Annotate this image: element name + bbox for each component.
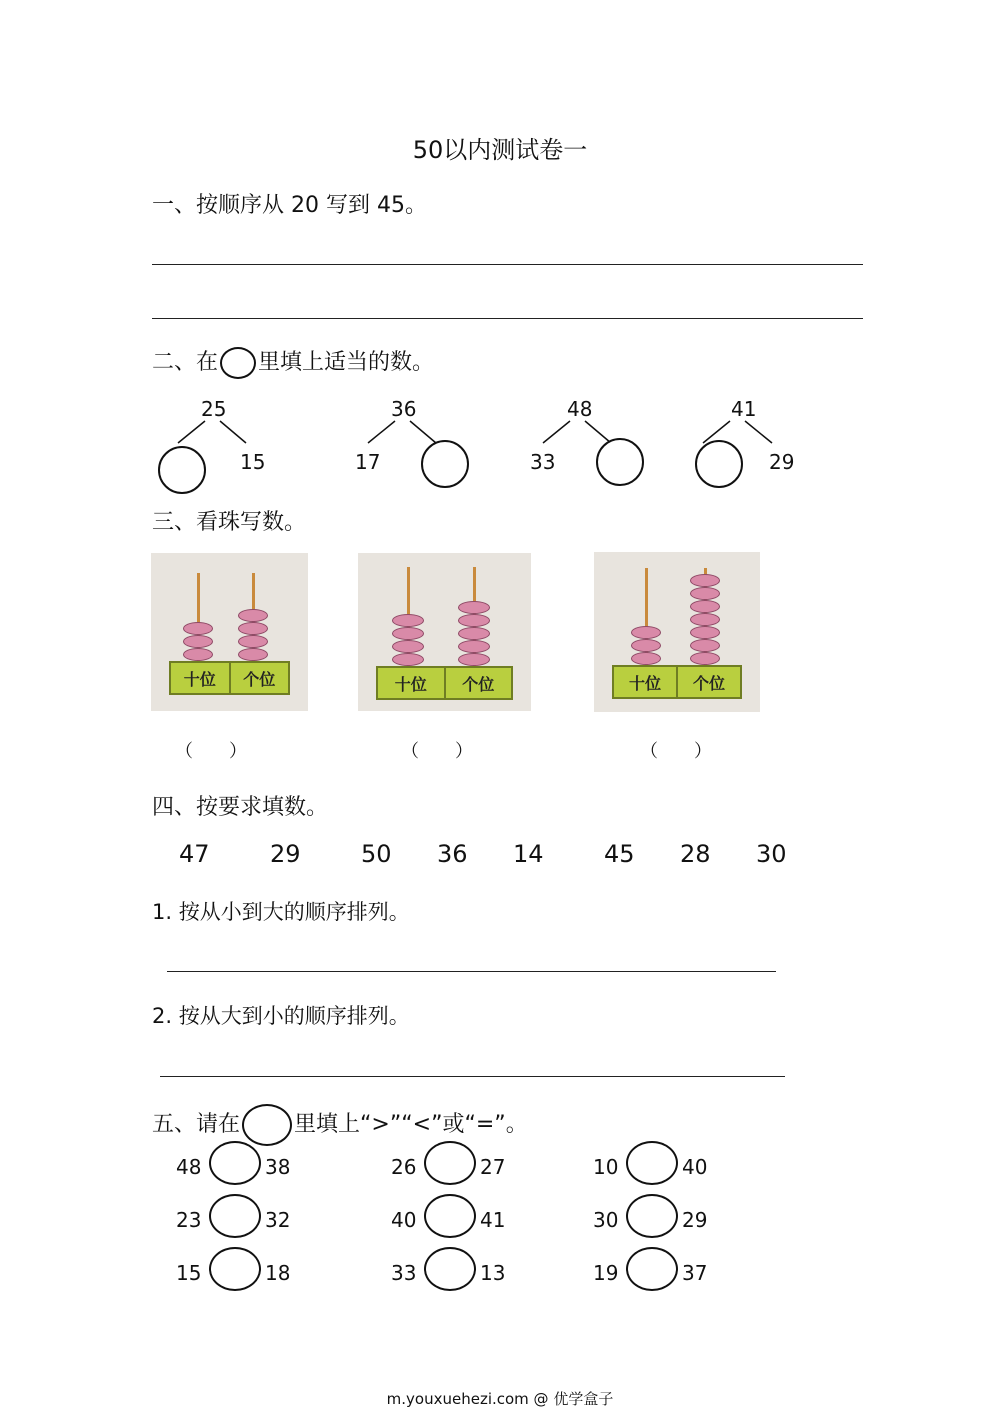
number-item: 45 xyxy=(604,840,635,868)
abacus-picture xyxy=(151,553,308,711)
compare-left-number: 19 xyxy=(593,1261,619,1285)
abacus-bead xyxy=(458,653,490,666)
abacus-bead xyxy=(238,648,268,661)
place-value-plate xyxy=(169,661,290,695)
abacus-bead xyxy=(392,640,424,653)
number-item: 30 xyxy=(756,840,787,868)
abacus-bead xyxy=(690,652,720,665)
section2-heading-post: 里填上适当的数。 xyxy=(258,350,435,375)
compare-answer-circle[interactable] xyxy=(209,1247,261,1291)
compare-left-number: 10 xyxy=(593,1155,619,1179)
abacus-bead xyxy=(238,622,268,635)
abacus-bead xyxy=(458,627,490,640)
compare-left-number: 30 xyxy=(593,1208,619,1232)
bond-answer-circle[interactable] xyxy=(158,446,206,494)
bond-total: 48 xyxy=(567,397,593,421)
compare-answer-circle[interactable] xyxy=(626,1141,678,1185)
compare-answer-circle[interactable] xyxy=(424,1194,476,1238)
abacus-bead xyxy=(690,574,720,587)
footer-source: m.youxuehezi.com @ 优学盒子 xyxy=(386,1390,614,1408)
section5-heading xyxy=(152,1104,528,1146)
section5-heading-pre: 五、请在 xyxy=(152,1112,241,1137)
number-item: 50 xyxy=(361,840,392,868)
compare-right-number: 29 xyxy=(682,1208,708,1232)
bond-total: 41 xyxy=(731,397,757,421)
bond-total: 25 xyxy=(201,397,227,421)
number-item: 36 xyxy=(437,840,468,868)
bond-given: 15 xyxy=(240,450,266,474)
abacus-bead xyxy=(392,627,424,640)
abacus-bead xyxy=(631,626,661,639)
compare-right-number: 27 xyxy=(480,1155,506,1179)
bond-given: 33 xyxy=(530,450,556,474)
circle-icon xyxy=(220,347,256,379)
compare-left-number: 23 xyxy=(176,1208,202,1232)
answer-line-ascending[interactable] xyxy=(167,971,776,972)
question-1: 1. 按从小到大的顺序排列。 xyxy=(152,900,410,924)
circle-icon xyxy=(242,1104,292,1146)
answer-line-2[interactable] xyxy=(152,318,863,319)
question-2: 2. 按从大到小的顺序排列。 xyxy=(152,1004,410,1028)
section4-heading: 四、按要求填数。 xyxy=(152,795,329,820)
compare-right-number: 32 xyxy=(265,1208,291,1232)
bond-answer-circle[interactable] xyxy=(421,440,469,488)
abacus-bead xyxy=(690,600,720,613)
compare-left-number: 40 xyxy=(391,1208,417,1232)
abacus-bead xyxy=(690,639,720,652)
abacus-bead xyxy=(690,613,720,626)
abacus-bead xyxy=(183,635,213,648)
bond-answer-circle[interactable] xyxy=(695,440,743,488)
abacus-bead xyxy=(238,609,268,622)
tens-label: 十位 xyxy=(171,663,231,693)
compare-answer-circle[interactable] xyxy=(424,1141,476,1185)
ones-label: 个位 xyxy=(462,674,495,694)
number-item: 47 xyxy=(179,840,210,868)
bond-given: 17 xyxy=(355,450,381,474)
compare-right-number: 38 xyxy=(265,1155,291,1179)
page-title: 50以内测试卷一 xyxy=(412,136,588,164)
compare-right-number: 13 xyxy=(480,1261,506,1285)
compare-right-number: 40 xyxy=(682,1155,708,1179)
compare-right-number: 41 xyxy=(480,1208,506,1232)
section3-heading: 三、看珠写数。 xyxy=(152,510,307,535)
compare-left-number: 33 xyxy=(391,1261,417,1285)
compare-answer-circle[interactable] xyxy=(424,1247,476,1291)
section5-heading-post: 里填上“>”“<”或“=”。 xyxy=(294,1112,528,1137)
tens-label: 十位 xyxy=(378,668,446,698)
abacus-bead xyxy=(458,601,490,614)
place-value-plate xyxy=(612,665,742,699)
number-item: 28 xyxy=(680,840,711,868)
answer-line-1[interactable] xyxy=(152,264,863,265)
abacus-bead xyxy=(690,626,720,639)
abacus-bead xyxy=(392,653,424,666)
abacus-bead xyxy=(690,587,720,600)
abacus-picture xyxy=(594,552,760,712)
compare-answer-circle[interactable] xyxy=(209,1194,261,1238)
bond-answer-circle[interactable] xyxy=(596,438,644,486)
compare-left-number: 15 xyxy=(176,1261,202,1285)
abacus-bead xyxy=(631,639,661,652)
compare-right-number: 37 xyxy=(682,1261,708,1285)
compare-right-number: 18 xyxy=(265,1261,291,1285)
number-bond-lines xyxy=(0,395,1000,505)
compare-answer-circle[interactable] xyxy=(209,1141,261,1185)
ones-label: 个位 xyxy=(692,673,725,693)
compare-left-number: 26 xyxy=(391,1155,417,1179)
bond-total: 36 xyxy=(391,397,417,421)
abacus-bead xyxy=(458,614,490,627)
abacus-bead xyxy=(392,614,424,627)
abacus-bead xyxy=(458,640,490,653)
tens-label: 十位 xyxy=(614,667,678,697)
abacus-bead xyxy=(238,635,268,648)
abacus-bead xyxy=(183,648,213,661)
place-value-plate xyxy=(376,666,513,700)
answer-parentheses[interactable]: （ ） xyxy=(640,741,712,762)
compare-answer-circle[interactable] xyxy=(626,1194,678,1238)
abacus-bead xyxy=(631,652,661,665)
section2-heading-pre: 二、在 xyxy=(152,350,219,375)
section2-heading xyxy=(152,345,434,379)
number-item: 29 xyxy=(270,840,301,868)
compare-answer-circle[interactable] xyxy=(626,1247,678,1291)
compare-left-number: 48 xyxy=(176,1155,202,1179)
ones-label: 个位 xyxy=(243,669,276,689)
abacus-picture xyxy=(358,553,531,711)
answer-parentheses[interactable]: （ ） xyxy=(175,741,247,762)
abacus-bead xyxy=(183,622,213,635)
number-item: 14 xyxy=(513,840,544,868)
answer-line-descending[interactable] xyxy=(160,1076,785,1077)
section1-heading: 一、按顺序从 20 写到 45。 xyxy=(152,193,427,218)
answer-parentheses[interactable]: （ ） xyxy=(401,741,473,762)
bond-given: 29 xyxy=(769,450,795,474)
